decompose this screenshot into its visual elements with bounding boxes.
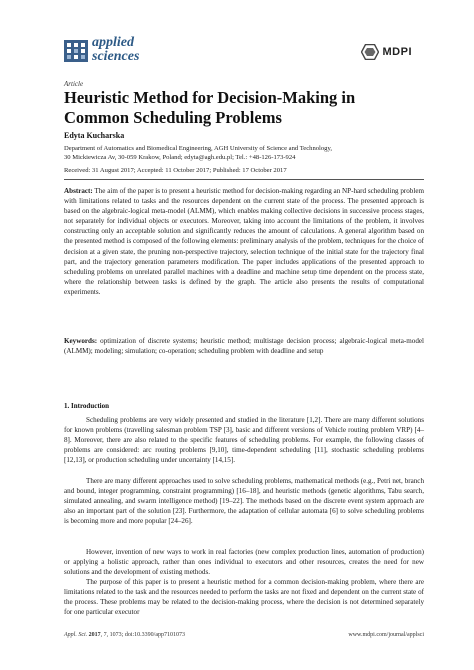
- paper-title: Heuristic Method for Decision-Making in Common Scheduling Problems: [64, 88, 356, 127]
- body-paragraph: Scheduling problems are very widely presented and studied in the literature [1,2]. There are many different solutions for known problems (travelling salesman problem TSP [3], basic and different versions of Vehicle routing problem VRP) [4–8]. Moreover, there are also related to the specific features of scheduling problems. For example, the following classes of problems are considered: arc routing problems [9,10], time-dependent scheduling [11], stochastic scheduling problems [12,13], or production scheduling under uncertainty [14,15].: [64, 416, 424, 465]
- footer-citation-details: , 7, 1073; doi:10.3390/app7101073: [100, 632, 186, 638]
- keywords-label: Keywords:: [64, 337, 98, 345]
- publication-dates: Received: 31 August 2017; Accepted: 11 October 2017; Published: 17 October 2017: [64, 167, 287, 174]
- footer-citation: [64, 632, 185, 638]
- article-type: Article: [64, 80, 84, 88]
- keywords-text: optimization of discrete systems; heuristic method; multistage decision process; algebraic-logical meta-model (ALMM); modeling; simulation; co-operation; scheduling problem with deadline and setup: [64, 337, 424, 356]
- journal-name: [92, 36, 139, 64]
- abstract-text: The aim of the paper is to present a heuristic method for decision-making regarding an NP-hard scheduling problem with limitations related to tasks and the resources dependent on the current state of the process. The presented approach is based on the algebraic-logical meta-model (ALMM), which enables making collective decisions in successive process stages, not separately for individual objects or executors. Moreover, taking into account the limitations of the problem, it involves constructing only an acceptable solution and significantly reduces the amount of calculations. A general algorithm based on the presented method is composed of the following elements: preliminary analysis of the problem, techniques for the choice of decision at a given state, the pruning non-perspective trajectory, selection technique of the initial state for the trajectory final part, and the trajectory generation parameters modification. The paper includes applications of the presented approach to scheduling problems on unrelated parallel machines with a deadline and machine setup time dependent on the process state, where the relationship between tasks is defined by the graph. The article also presents the results of computational experiments.: [64, 187, 424, 296]
- body-paragraph: The purpose of this paper is to present a heuristic method for a common decision-making problem, where there are limitations related to the task and the resources needed to perform the tasks are not fixed and dependent on the current state of the process. These problems may be related to the decision-making process, where the decision is not determined separately for one particular executor: [64, 578, 424, 617]
- body-paragraph: However, invention of new ways to work in real factories (new complex production lines, automation of production) or applying a holistic approach, rather than ones individual to executors and other resources, creates the need for new solutions and the development of existing methods.: [64, 548, 424, 577]
- footer-year: 2017: [88, 632, 101, 638]
- publisher-logo: [361, 44, 413, 60]
- abstract-label: Abstract:: [64, 187, 93, 195]
- affiliation: [64, 144, 424, 162]
- journal-name-line2: sciences: [92, 49, 140, 64]
- body-paragraph: There are many different approaches used to solve scheduling problems, mathematical methods (e.g., Petri net, branch and bound, integer programming, constraint programming) [16–18], and heuristic methods (genetic algorithms, Tabu search, simulated annealing, and swarm intelligence method) [19–22]. The methods based on the discrete event system approach are also an important part of the solution [23]. Furthermore, the adaptation of cellular automata [6] to solve scheduling problems is becoming more and more popular [24–26].: [64, 477, 424, 526]
- divider: [64, 179, 424, 180]
- journal-logo-icon: [64, 40, 88, 62]
- journal-name-line1: applied: [92, 35, 134, 50]
- mdpi-hexagon-icon: [361, 44, 379, 60]
- publisher-name: MDPI: [382, 46, 412, 58]
- affiliation-line: 30 Mickiewicza Av, 30-059 Krakow, Poland; edyta@agh.edu.pl; Tel.: +48-126-173-924: [64, 154, 296, 161]
- affiliation-line: Department of Automatics and Biomedical Engineering, AGH University of Science and Technology,: [64, 145, 332, 152]
- keywords: [64, 336, 424, 356]
- abstract: [64, 186, 424, 297]
- page-footer: [64, 632, 424, 638]
- footer-journal-url[interactable]: www.mdpi.com/journal/applsci: [348, 632, 424, 638]
- footer-journal-abbrev: Appl. Sci.: [64, 632, 88, 638]
- author-name: Edyta Kucharska: [64, 131, 125, 140]
- section-heading: 1. Introduction: [64, 402, 109, 410]
